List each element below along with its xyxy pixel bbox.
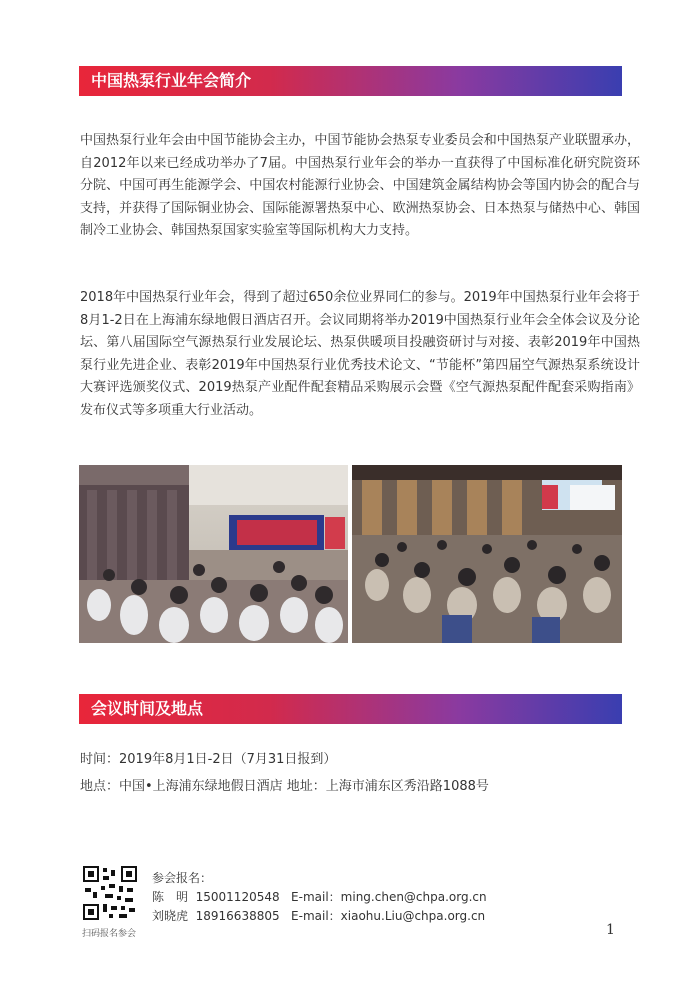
intro-paragraph-2: 2018年中国热泵行业年会，得到了超过650余位业界同仁的参与。2019年中国热泵行业年会将于8月1-2日在上海浦东绿地假日酒店召开。会议同期将举办2019中国热泵行业年会全体会议及分论坛、第八届国际空气源热泵行业发展论坛、热泵供暖项目投融资研讨与对接、表彰2019年中国热泵行业先进企业、表彰2019年中国热泵行业优秀技术论文、“节能杯”第四届空气源热泵系统设计大赛评选颁奖仪式、2019热泵产业配件配套精品采购展示会暨《空气源热泵配件配套采购指南》发布仪式等多项重大行业活动。 <box>80 290 640 418</box>
qr-code[interactable] <box>83 866 137 920</box>
section-header-time-place: 会议时间及地点 <box>79 694 622 724</box>
intro-paragraph-1: 中国热泵行业年会由中国节能协会主办，中国节能协会热泵专业委员会和中国热泵产业联盟承办，自2012年以来已经成功举办了7届。中国热泵行业年会的举办一直获得了中国标准化研究院资环分院、中国可再生能源学会、中国农村能源行业协会、中国建筑金属结构协会等国内协会的配合与支持，并获得了国际铜业协会、国际能源署热泵中心、欧洲热泵协会、日本热泵与储热中心、韩国制冷工业协会、韩国热泵国家实验室等国际机构大力支持。 <box>80 133 640 238</box>
section-header-intro: 中国热泵行业年会简介 <box>79 66 622 96</box>
contact-line-2: 刘晓虎 18916638805 E-mail：xiaohu.Liu@chpa.org.cn <box>152 909 486 923</box>
meeting-time: 时间：2019年8月1日-2日（7月31日报到） <box>80 752 337 767</box>
conference-photo-left <box>79 465 348 643</box>
conference-photo-right <box>352 465 622 643</box>
meeting-place: 地点：中国•上海浦东绿地假日酒店 地址：上海市浦东区秀沿路1088号 <box>80 779 489 794</box>
qr-caption: 扫码报名参会 <box>82 929 137 939</box>
contact-line-1: 陈 明 15001120548 E-mail：ming.chen@chpa.org.cn <box>152 890 487 904</box>
contact-title: 参会报名： <box>152 871 213 885</box>
page-number: 1 <box>606 922 615 938</box>
